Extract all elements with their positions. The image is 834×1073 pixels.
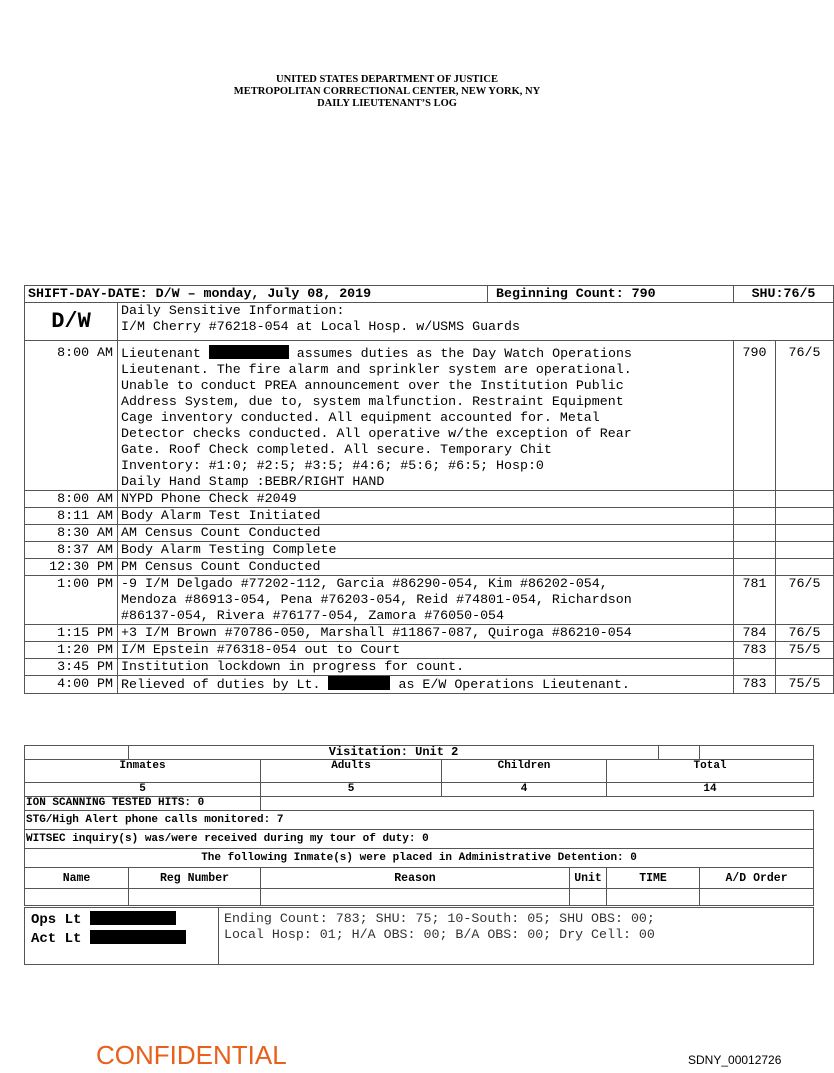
log-entry: [25, 642, 834, 659]
ending-line: Local Hosp: 01; H/A OBS: 00; B/A OBS: 00; Dry Cell: 00: [224, 927, 655, 942]
admin-title-row: [25, 849, 814, 868]
log-entry: [25, 491, 834, 508]
entry-line: #86137-054, Rivera #76177-054, Zamora #76050-054: [121, 608, 505, 623]
entry-shu: 76/5: [776, 625, 834, 642]
entry-text: Institution lockdown in progress for count.: [118, 659, 734, 676]
redaction-block: [209, 345, 289, 359]
visitation-header-row: [25, 760, 814, 783]
admin-name-header: Name: [25, 868, 129, 889]
entry-time: 1:20 PM: [25, 642, 118, 659]
stg-row: [25, 811, 814, 830]
visitation-values-row: [25, 783, 814, 797]
header-agency: UNITED STATES DEPARTMENT OF JUSTICE: [276, 74, 498, 85]
entry-count: [734, 542, 776, 559]
entry-text: Body Alarm Testing Complete: [118, 542, 734, 559]
document-header: [0, 74, 774, 110]
log-entry: [25, 542, 834, 559]
log-entry: [25, 659, 834, 676]
entry-prefix: Relieved of duties by Lt.: [121, 677, 321, 692]
entry-time: 8:00 AM: [25, 341, 118, 491]
entry-count: [734, 559, 776, 576]
entry-text: [118, 676, 734, 694]
entry-time: 4:00 PM: [25, 676, 118, 694]
entry-shu: [776, 508, 834, 525]
entry-line: Gate. Roof Check completed. All secure. Temporary Chit: [121, 442, 552, 457]
entry-prefix: Lieutenant: [121, 346, 201, 361]
sensitive-text: I/M Cherry #76218-054 at Local Hosp. w/USMS Guards: [121, 319, 520, 334]
sensitive-title: Daily Sensitive Information:: [121, 303, 345, 318]
stg-calls: STG/High Alert phone calls monitored: 7: [25, 811, 814, 830]
entry-count: 781: [734, 576, 776, 625]
signoff-names: [25, 908, 219, 965]
entry-time: 1:15 PM: [25, 625, 118, 642]
entry-line: Detector checks conducted. All operative w/the exception of Rear: [121, 426, 632, 441]
log-entry: [25, 341, 834, 491]
admin-detention-title: The following Inmate(s) were placed in Administrative Detention: 0: [25, 849, 814, 868]
entry-text: I/M Epstein #76318-054 out to Court: [118, 642, 734, 659]
witsec-inquiry: WITSEC inquiry(s) was/were received during my tour of duty: 0: [25, 830, 814, 849]
shift-code: D/W: [25, 303, 118, 341]
admin-reg-header: Reg Number: [129, 868, 261, 889]
entry-shu: 75/5: [776, 642, 834, 659]
visitation-table: [24, 745, 814, 906]
entry-count: [734, 525, 776, 542]
entry-line: Inventory: #1:0; #2:5; #3:5; #4:6; #5:6; #6:5; Hosp:0: [121, 458, 544, 473]
entry-text: [118, 341, 734, 491]
sensitive-info: [118, 303, 834, 341]
admin-empty-row: [25, 889, 814, 906]
entry-count: [734, 491, 776, 508]
ion-scanning: ION SCANNING TESTED HITS: 0: [25, 797, 261, 811]
act-lt-label: Act Lt: [31, 931, 82, 947]
ion-row: [25, 797, 814, 811]
admin-reason-header: Reason: [261, 868, 570, 889]
shift-day-date: SHIFT-DAY-DATE: D/W – monday, July 08, 2019: [25, 286, 488, 303]
entry-time: 8:11 AM: [25, 508, 118, 525]
entry-shu: [776, 491, 834, 508]
log-entry: [25, 525, 834, 542]
redaction-block: [328, 676, 390, 690]
entry-shu: [776, 542, 834, 559]
visitation-adults-value: 5: [261, 783, 442, 797]
header-log-title: DAILY LIEUTENANT’S LOG: [317, 98, 457, 109]
entry-shu: 76/5: [776, 341, 834, 491]
entry-line: -9 I/M Delgado #77202-112, Garcia #86290-054, Kim #86202-054,: [121, 576, 608, 591]
visitation-adults-header: Adults: [261, 760, 442, 783]
visitation-title: Visitation: Unit 2: [129, 746, 659, 760]
ending-count: [219, 908, 814, 965]
log-entry: [25, 676, 834, 694]
admin-order-header: A/D Order: [700, 868, 814, 889]
entry-shu: [776, 659, 834, 676]
entry-count: [734, 508, 776, 525]
bates-number: SDNY_00012726: [688, 1053, 782, 1067]
entry-line: assumes duties as the Day Watch Operations: [296, 346, 632, 361]
entry-line: Daily Hand Stamp :BEBR/RIGHT HAND: [121, 474, 385, 489]
visitation-total-value: 14: [607, 783, 814, 797]
visitation-inmates-value: 5: [25, 783, 261, 797]
log-entry: [25, 576, 834, 625]
entry-count: 790: [734, 341, 776, 491]
sensitive-row: [25, 303, 834, 341]
redaction-block: [90, 911, 176, 925]
entry-text: NYPD Phone Check #2049: [118, 491, 734, 508]
entry-count: [734, 659, 776, 676]
beginning-count: Beginning Count: 790: [488, 286, 734, 303]
entry-count: 783: [734, 676, 776, 694]
admin-unit-header: Unit: [570, 868, 607, 889]
entry-line: Mendoza #86913-054, Pena #76203-054, Reid #74801-054, Richardson: [121, 592, 632, 607]
entry-time: 8:00 AM: [25, 491, 118, 508]
entry-text: [118, 576, 734, 625]
entry-time: 3:45 PM: [25, 659, 118, 676]
signoff-table: [24, 907, 814, 965]
ops-lt-label: Ops Lt: [31, 912, 82, 928]
confidential-stamp: CONFIDENTIAL: [96, 1040, 287, 1070]
entry-text: Body Alarm Test Initiated: [118, 508, 734, 525]
entry-text: +3 I/M Brown #70786-050, Marshall #11867-087, Quiroga #86210-054: [118, 625, 734, 642]
log-entry: [25, 625, 834, 642]
ending-line: Ending Count: 783; SHU: 75; 10-South: 05; SHU OBS: 00;: [224, 911, 655, 926]
shift-row: [25, 286, 834, 303]
entry-suffix: as E/W Operations Lieutenant.: [398, 677, 630, 692]
entry-text: AM Census Count Conducted: [118, 525, 734, 542]
entry-shu: 75/5: [776, 676, 834, 694]
admin-header-row: [25, 868, 814, 889]
visitation-total-header: Total: [607, 760, 814, 783]
entry-line: Unable to conduct PREA announcement over the Institution Public: [121, 378, 624, 393]
entry-count: 783: [734, 642, 776, 659]
visitation-children-value: 4: [442, 783, 607, 797]
visitation-children-header: Children: [442, 760, 607, 783]
entry-shu: [776, 525, 834, 542]
log-entry: [25, 508, 834, 525]
visitation-title-row: [25, 746, 814, 760]
entry-shu: [776, 559, 834, 576]
visitation-inmates-header: Inmates: [25, 760, 261, 783]
entry-time: 8:30 AM: [25, 525, 118, 542]
admin-time-header: TIME: [607, 868, 700, 889]
redaction-block: [90, 930, 186, 944]
witsec-row: [25, 830, 814, 849]
entry-shu: 76/5: [776, 576, 834, 625]
entry-text: PM Census Count Conducted: [118, 559, 734, 576]
log-entry: [25, 559, 834, 576]
entry-line: Lieutenant. The fire alarm and sprinkler system are operational.: [121, 362, 632, 377]
log-table: [24, 285, 834, 694]
entry-count: 784: [734, 625, 776, 642]
entry-line: Address System, due to, system malfunction. Restraint Equipment: [121, 394, 624, 409]
entry-time: 1:00 PM: [25, 576, 118, 625]
header-facility: METROPOLITAN CORRECTIONAL CENTER, NEW YORK, NY: [233, 86, 541, 97]
entry-time: 8:37 AM: [25, 542, 118, 559]
entry-time: 12:30 PM: [25, 559, 118, 576]
entry-line: Cage inventory conducted. All equipment accounted for. Metal: [121, 410, 600, 425]
shu-count: SHU:76/5: [734, 286, 834, 303]
